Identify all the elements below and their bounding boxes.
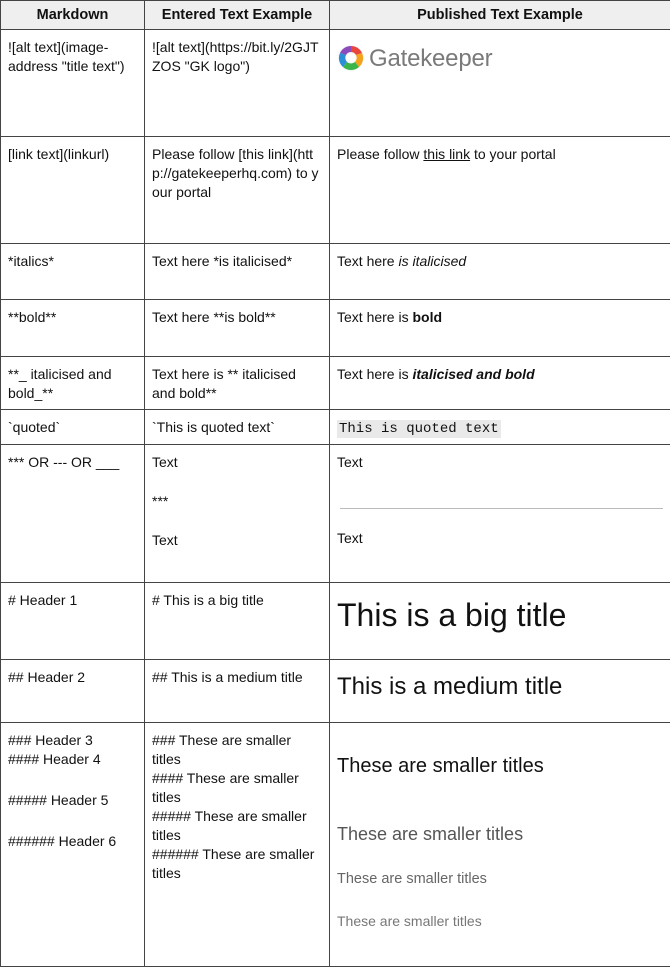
cell-markdown-h3-to-h6: [1, 723, 145, 967]
table-row-rule: [1, 445, 670, 583]
gatekeeper-logo: [337, 44, 663, 72]
quoted-code: This is quoted text: [339, 421, 499, 437]
entered-h3: ### These are smaller titles: [152, 732, 292, 767]
markdown-h5: ##### Header 5: [8, 792, 109, 808]
table-row-h2: [1, 660, 670, 723]
bold-italic-prefix: Text here is: [337, 366, 413, 382]
cell-published-rule: [330, 445, 670, 583]
italic-text: is italicised: [398, 253, 467, 269]
published-rule-line2: Text: [337, 530, 363, 546]
published-rule-line1: Text: [337, 454, 363, 470]
cell-markdown-h1: # Header 1: [1, 583, 145, 660]
cell-published-quoted: [330, 410, 670, 445]
published-h6: These are smaller titles: [337, 913, 482, 929]
cell-markdown-rule: *** OR --- OR ___: [1, 445, 145, 583]
cell-entered-image: ![alt text](https://bit.ly/2GJTZOS "GK logo"): [145, 30, 330, 137]
cell-published-h3-to-h6: [330, 723, 670, 967]
published-link-before: Please follow: [337, 146, 424, 162]
horizontal-rule: [340, 508, 663, 509]
cell-markdown-quoted: `quoted`: [1, 410, 145, 445]
markdown-h3: ### Header 3: [8, 732, 93, 748]
gk-logo-icon: [337, 44, 365, 72]
cell-markdown-bold-italic: **_ italicised and bold_**: [1, 357, 145, 410]
cell-entered-link: Please follow [this link](http://gatekeeperhq.com) to your portal: [145, 137, 330, 244]
entered-rule-line3: Text: [152, 532, 178, 548]
cell-entered-bold: Text here **is bold**: [145, 300, 330, 357]
cell-entered-quoted: `This is quoted text`: [145, 410, 330, 445]
cell-markdown-image: ![alt text](image-address "title text"): [1, 30, 145, 137]
bold-italic-text: italicised and bold: [412, 366, 535, 382]
table-row-bold: [1, 300, 670, 357]
table-row-h1: [1, 583, 670, 660]
cell-entered-h1: # This is a big title: [145, 583, 330, 660]
cell-markdown-h2: ## Header 2: [1, 660, 145, 723]
entered-h5: ##### These are smaller titles: [152, 808, 307, 843]
cell-entered-rule: [145, 445, 330, 583]
published-h3: These are smaller titles: [337, 755, 544, 777]
markdown-h4: #### Header 4: [8, 751, 101, 767]
cell-published-h1: [330, 583, 670, 660]
cell-entered-italics: Text here *is italicised*: [145, 244, 330, 300]
cell-published-image: [330, 30, 670, 137]
published-link-after: to your portal: [470, 146, 556, 162]
cell-entered-h2: ## This is a medium title: [145, 660, 330, 723]
entered-rule-line2: ***: [152, 493, 169, 509]
this-link[interactable]: this link: [423, 146, 471, 162]
published-h1: This is a big title: [337, 597, 567, 633]
cell-published-bold: [330, 300, 670, 357]
published-h4: These are smaller titles: [337, 824, 524, 844]
cell-entered-h3-to-h6: [145, 723, 330, 967]
cell-published-bold-italic: [330, 357, 670, 410]
markdown-h6: ###### Header 6: [8, 833, 117, 849]
table-row-bold-italic: [1, 357, 670, 410]
entered-h6: ###### These are smaller titles: [152, 846, 315, 881]
published-h5: These are smaller titles: [337, 871, 487, 887]
header-markdown: Markdown: [1, 1, 145, 30]
table-row-italics: [1, 244, 670, 300]
cell-markdown-link: [link text](linkurl): [1, 137, 145, 244]
cell-published-italics: [330, 244, 670, 300]
cell-markdown-italics: *italics*: [1, 244, 145, 300]
entered-rule-line1: Text: [152, 454, 178, 470]
table-row-h3-to-h6: [1, 723, 670, 967]
cell-published-h2: [330, 660, 670, 723]
italics-prefix: Text here: [337, 253, 399, 269]
header-row: [1, 1, 670, 30]
cell-markdown-bold: **bold**: [1, 300, 145, 357]
cell-published-link: [330, 137, 670, 244]
logo-text: Gatekeeper: [369, 44, 493, 72]
table-row-link: [1, 137, 670, 244]
table-row-image: [1, 30, 670, 137]
table-row-quoted: [1, 410, 670, 445]
bold-text: bold: [412, 309, 443, 325]
published-h2: This is a medium title: [337, 673, 563, 700]
bold-prefix: Text here is: [337, 309, 413, 325]
header-published: Published Text Example: [330, 1, 670, 30]
header-entered: Entered Text Example: [145, 1, 330, 30]
cell-entered-bold-italic: Text here is ** italicised and bold**: [145, 357, 330, 410]
entered-h4: #### These are smaller titles: [152, 770, 299, 805]
